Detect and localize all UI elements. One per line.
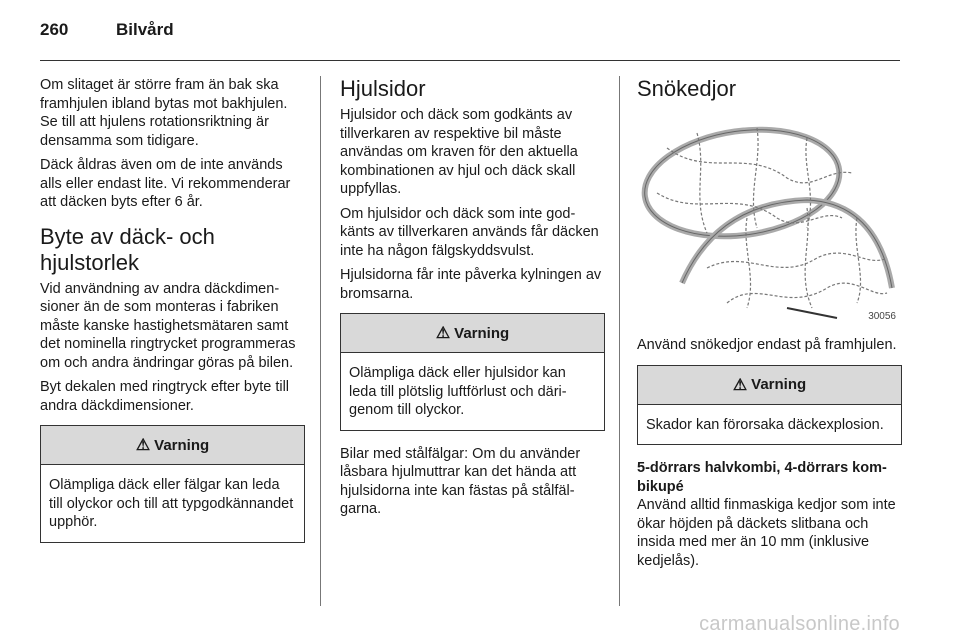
warning-header <box>341 314 604 353</box>
paragraph-aging: Däck åldras även om de inte används alls eller endast lite. Vi rekommenderar att däcken byts efter 6 år. <box>40 157 291 210</box>
paragraph-steel-rims: Bilar med stålfälgar: Om du använder låsbara hjulmuttrar kan det hända att hjulsidorna inte kan fästas på stålfälgarna. <box>340 445 581 517</box>
paragraph-approved: Hjulsidor och däck som godkänts av tillverkaren av respektive bil måste användas om kraven för den aktuella kombinationen av hjul och däck skall uppfyllas. <box>340 107 578 197</box>
page-header <box>40 20 174 40</box>
paragraph-front-wheels: Använd snökedjor endast på framhjulen. <box>637 337 897 353</box>
paragraph-decal: Byt dekalen med ringtryck efter byte till andra däckdimensioner. <box>40 379 290 414</box>
paragraph-cooling: Hjulsidorna får inte påverka kylningen av bromsarna. <box>340 267 602 302</box>
warning-triangle-icon: ⚠ <box>435 325 451 342</box>
subheading-models: 5-dörrars halvkombi, 4-dörrars kombikupé <box>637 460 887 495</box>
warning-box <box>340 313 605 431</box>
heading-tire-change: Byte av däck- och hjulstorlek <box>40 223 215 275</box>
heading-wheel-covers: Hjulsidor <box>340 76 426 101</box>
column-1 <box>40 76 305 557</box>
warning-title: Varning <box>751 376 807 393</box>
paragraph-dimensions: Vid användning av andra däckdimensioner än de som monteras i fabriken måste kanske hastighetsmätaren samt det nominella ringtrycket programmeras om och andra ändringar göras på bilen. <box>40 280 296 371</box>
header-rule <box>40 60 900 61</box>
warning-triangle-icon: ⚠ <box>732 376 748 394</box>
warning-box <box>40 425 305 543</box>
column-divider-1 <box>320 76 321 606</box>
paragraph-fine-chains: Använd alltid finmaskiga kedjor som inte ökar höjden på däckets slitbana och insida med mer än 10 mm (inklusive kedjelås). <box>637 497 896 569</box>
warning-text: Olämpliga däck eller hjulsidor kan leda till plötslig luftförlust och därigenom till olyckor. <box>349 365 567 418</box>
paragraph-rotation: Om slitaget är större fram än bak ska framhjulen ibland bytas mot bakhjulen. Se till att hjulens rotationsriktning är densamma som tidigare. <box>40 77 288 149</box>
column-2 <box>340 76 605 525</box>
warning-header <box>41 426 304 465</box>
warning-header <box>638 366 901 405</box>
watermark: carmanualsonline.info <box>699 613 900 635</box>
section-title: Bilvård <box>116 20 174 39</box>
column-divider-2 <box>619 76 620 606</box>
warning-box <box>637 365 902 446</box>
paragraph-not-approved: Om hjulsidor och däck som inte godkänts av tillverkaren används får däcken inte ha någon fälgskyddsvulst. <box>340 205 599 259</box>
warning-text: Skador kan förorsaka däckexplosion. <box>646 416 884 433</box>
warning-text: Olämpliga däck eller fälgar kan leda till olyckor och till att typgodkännandet upphör. <box>49 477 294 530</box>
figure-code: 30056 <box>868 311 896 322</box>
snow-chains-drawing <box>637 108 902 326</box>
snow-chains-illustration <box>637 108 902 326</box>
warning-title: Varning <box>454 324 510 342</box>
heading-snow-chains: Snökedjor <box>637 76 737 101</box>
warning-triangle-icon: ⚠ <box>135 437 151 454</box>
page-number: 260 <box>40 20 69 39</box>
column-3 <box>637 76 902 576</box>
warning-title: Varning <box>154 436 210 454</box>
